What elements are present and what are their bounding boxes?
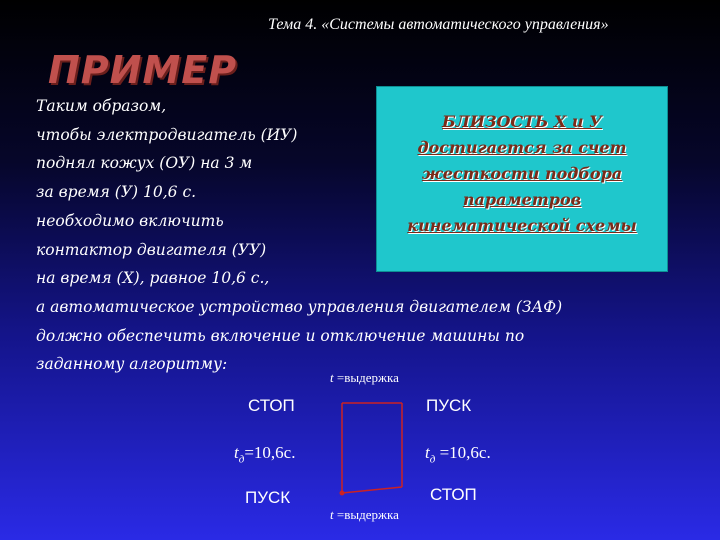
body-line: поднял кожух (ОУ) на 3 м	[36, 154, 253, 173]
body-line: чтобы электродвигатель (ИУ)	[36, 125, 298, 144]
highlight-line: БЛИЗОСТЬ Х и У	[442, 112, 602, 131]
body-line: а автоматическое устройство управления двигателем (ЗАФ)	[36, 297, 563, 316]
highlight-line: кинематической схемы	[407, 216, 637, 235]
left-td-t: t	[234, 443, 239, 462]
right-td-label	[425, 443, 491, 465]
body-line: за время (У) 10,6 с.	[36, 183, 197, 202]
top-delay-t: t	[330, 370, 334, 385]
right-td-value: =10,6с.	[435, 443, 491, 462]
bottom-delay-text: =выдержка	[333, 507, 399, 522]
right-td-sub: д	[429, 453, 436, 466]
body-line: необходимо включить	[36, 211, 224, 230]
body-line: заданному алгоритму:	[36, 355, 228, 374]
body-line: Таким образом,	[36, 97, 167, 115]
left-td-label	[234, 443, 295, 465]
body-line: должно обеспечить включение и отключение машины по	[36, 326, 525, 345]
bottom-left-dot	[340, 491, 345, 496]
right-bottom-label: СТОП	[430, 485, 477, 504]
slide-title: ПРИМЕР	[48, 48, 238, 92]
highlight-line: достигается за счет	[417, 138, 627, 157]
left-td-value: =10,6с.	[244, 443, 296, 462]
highlight-line: жесткости подбора	[421, 164, 623, 183]
topic-header: Тема 4. «Системы автоматического управления»	[268, 16, 609, 33]
left-bottom-label: ПУСК	[245, 488, 291, 507]
body-line: контактор двигателя (УУ)	[36, 240, 267, 259]
timing-loop-lines	[340, 403, 403, 496]
bottom-delay-label	[330, 507, 399, 523]
right-td-t: t	[425, 443, 430, 462]
highlight-line: параметров	[462, 190, 582, 209]
highlight-box	[376, 86, 668, 272]
bottom-delay-t: t	[330, 507, 334, 522]
body-line: на время (Х), равное 10,6 с.,	[36, 269, 270, 288]
bottom-line	[342, 487, 402, 493]
right-top-label: ПУСК	[426, 396, 472, 415]
left-top-label: СТОП	[248, 396, 295, 415]
left-td-sub: д	[238, 453, 245, 466]
timing-loop-diagram	[330, 390, 410, 500]
top-delay-label	[330, 370, 399, 386]
top-delay-text: =выдержка	[333, 370, 399, 385]
